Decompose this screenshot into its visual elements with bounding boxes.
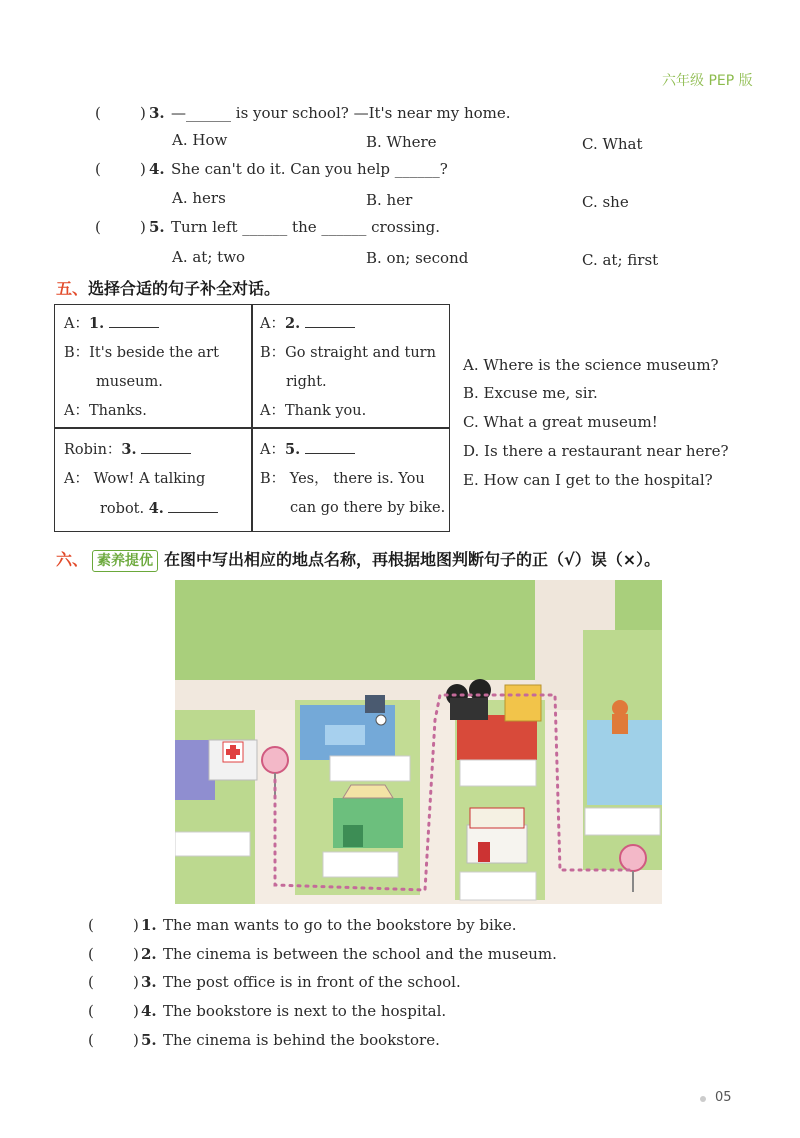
section5-number: 五、 xyxy=(56,279,89,298)
dialogue-line: B：It's beside the art xyxy=(64,345,219,361)
answer-blank[interactable] xyxy=(141,439,191,454)
dialogue-cell-2 xyxy=(260,309,446,426)
blank-number: 1. xyxy=(88,315,105,332)
option-b[interactable]: B. her xyxy=(366,191,413,209)
answer-paren-close: ) xyxy=(133,1031,139,1049)
dialogue-cell-4 xyxy=(260,435,446,523)
option-a[interactable]: A. at; two xyxy=(172,248,246,266)
choice-a: A. Where is the science museum? xyxy=(463,356,719,374)
option-a[interactable]: A. How xyxy=(172,131,228,149)
dialogue-line: A：Thank you. xyxy=(260,403,367,419)
answer-paren-close: ) xyxy=(133,916,139,934)
section6-title xyxy=(56,547,660,572)
answer-paren-close: ) xyxy=(133,945,139,963)
choice-e: E. How can I get to the hospital? xyxy=(463,471,713,489)
question-text: —______ is your school? —It's near my home. xyxy=(171,104,511,122)
question-number: 5. xyxy=(141,1031,157,1049)
answer-paren-open[interactable]: ( xyxy=(95,218,101,236)
speaker-label: A： xyxy=(64,316,89,332)
map-block-left xyxy=(175,710,255,904)
page-dot-decoration xyxy=(700,1096,706,1102)
answer-paren-open[interactable]: ( xyxy=(88,1031,94,1049)
question-text: The man wants to go to the bookstore by bike. xyxy=(163,916,517,934)
town-map xyxy=(175,580,662,904)
label-box-hospital[interactable] xyxy=(175,832,250,856)
answer-blank[interactable] xyxy=(109,313,159,328)
dialogue-cell-1 xyxy=(64,309,248,426)
speaker-label: A： xyxy=(260,316,285,332)
bookstore-building xyxy=(467,808,527,863)
answer-blank[interactable] xyxy=(168,498,218,513)
blank-number: 5. xyxy=(284,441,301,458)
answer-paren-close: ) xyxy=(133,973,139,991)
answer-blank[interactable] xyxy=(305,439,355,454)
question-text: The post office is in front of the school. xyxy=(163,973,461,991)
page-number: 05 xyxy=(715,1090,732,1105)
choice-c: C. What a great museum! xyxy=(463,413,658,431)
option-c[interactable]: C. she xyxy=(582,193,629,211)
label-box-school[interactable] xyxy=(330,756,410,781)
dialogue-table xyxy=(54,304,450,532)
answer-paren-open[interactable]: ( xyxy=(88,973,94,991)
question-number: 3. xyxy=(141,973,157,991)
skill-badge: 素养提优 xyxy=(92,550,158,572)
answer-paren-open[interactable]: ( xyxy=(88,945,94,963)
label-box-post-office[interactable] xyxy=(323,852,398,877)
question-text: The cinema is behind the bookstore. xyxy=(163,1031,440,1049)
blank-number: 4. xyxy=(148,500,164,517)
answer-blank[interactable] xyxy=(305,313,355,328)
dialogue-line: B： Yes， there is. You xyxy=(260,471,425,487)
answer-paren-open[interactable]: ( xyxy=(88,1002,94,1020)
question-number: 2. xyxy=(141,945,157,963)
speaker-label: A： xyxy=(260,442,285,458)
dialogue-line: A： Wow! A talking xyxy=(64,471,206,487)
option-b[interactable]: B. on; second xyxy=(366,249,469,267)
question-number: 3. xyxy=(149,104,165,122)
answer-paren-open[interactable]: ( xyxy=(88,916,94,934)
dialogue-line: museum. xyxy=(96,374,163,390)
choice-b: B. Excuse me, sir. xyxy=(463,384,598,402)
label-box-museum[interactable] xyxy=(585,808,660,835)
answer-paren-close: ) xyxy=(140,104,146,122)
grade-edition-tag: 六年级 PEP 版 xyxy=(662,73,753,89)
question-text: Turn left ______ the ______ crossing. xyxy=(171,218,440,236)
dialogue-line: B：Go straight and turn xyxy=(260,345,436,361)
label-box-bookstore[interactable] xyxy=(460,872,536,900)
dialogue-line: can go there by bike. xyxy=(290,500,446,516)
label-box-cinema[interactable] xyxy=(460,760,536,786)
dialogue-line: A：Thanks. xyxy=(64,403,147,419)
section6-instruction: 在图中写出相应的地点名称，再根据地图判断句子的正（√）误（×）。 xyxy=(164,550,661,569)
section5-instruction: 选择合适的句子补全对话。 xyxy=(88,279,281,298)
choice-d: D. Is there a restaurant near here? xyxy=(463,442,729,460)
dialogue-line: right. xyxy=(286,374,327,390)
section6-number: 六、 xyxy=(56,550,89,569)
speaker-label: Robin： xyxy=(64,442,122,458)
option-b[interactable]: B. Where xyxy=(366,133,437,151)
question-number: 1. xyxy=(141,916,157,934)
dialogue-line: robot. xyxy=(100,501,145,517)
question-number: 5. xyxy=(149,218,165,236)
answer-paren-open[interactable]: ( xyxy=(95,160,101,178)
option-c[interactable]: C. at; first xyxy=(582,251,659,269)
dialogue-cell-3 xyxy=(64,435,248,524)
option-c[interactable]: C. What xyxy=(582,135,643,153)
answer-paren-close: ) xyxy=(140,218,146,236)
table-divider-horizontal xyxy=(55,427,449,429)
section5-title xyxy=(56,276,280,299)
question-text: She can't do it. Can you help ______? xyxy=(171,160,448,178)
answer-paren-close: ) xyxy=(133,1002,139,1020)
question-text: The cinema is between the school and the museum. xyxy=(163,945,557,963)
blank-number: 2. xyxy=(284,315,301,332)
option-a[interactable]: A. hers xyxy=(172,189,226,207)
question-text: The bookstore is next to the hospital. xyxy=(163,1002,447,1020)
answer-paren-close: ) xyxy=(140,160,146,178)
question-number: 4. xyxy=(141,1002,157,1020)
blank-number: 3. xyxy=(121,441,137,458)
answer-paren-open[interactable]: ( xyxy=(95,104,101,122)
table-divider-vertical xyxy=(251,305,253,531)
question-number: 4. xyxy=(149,160,165,178)
